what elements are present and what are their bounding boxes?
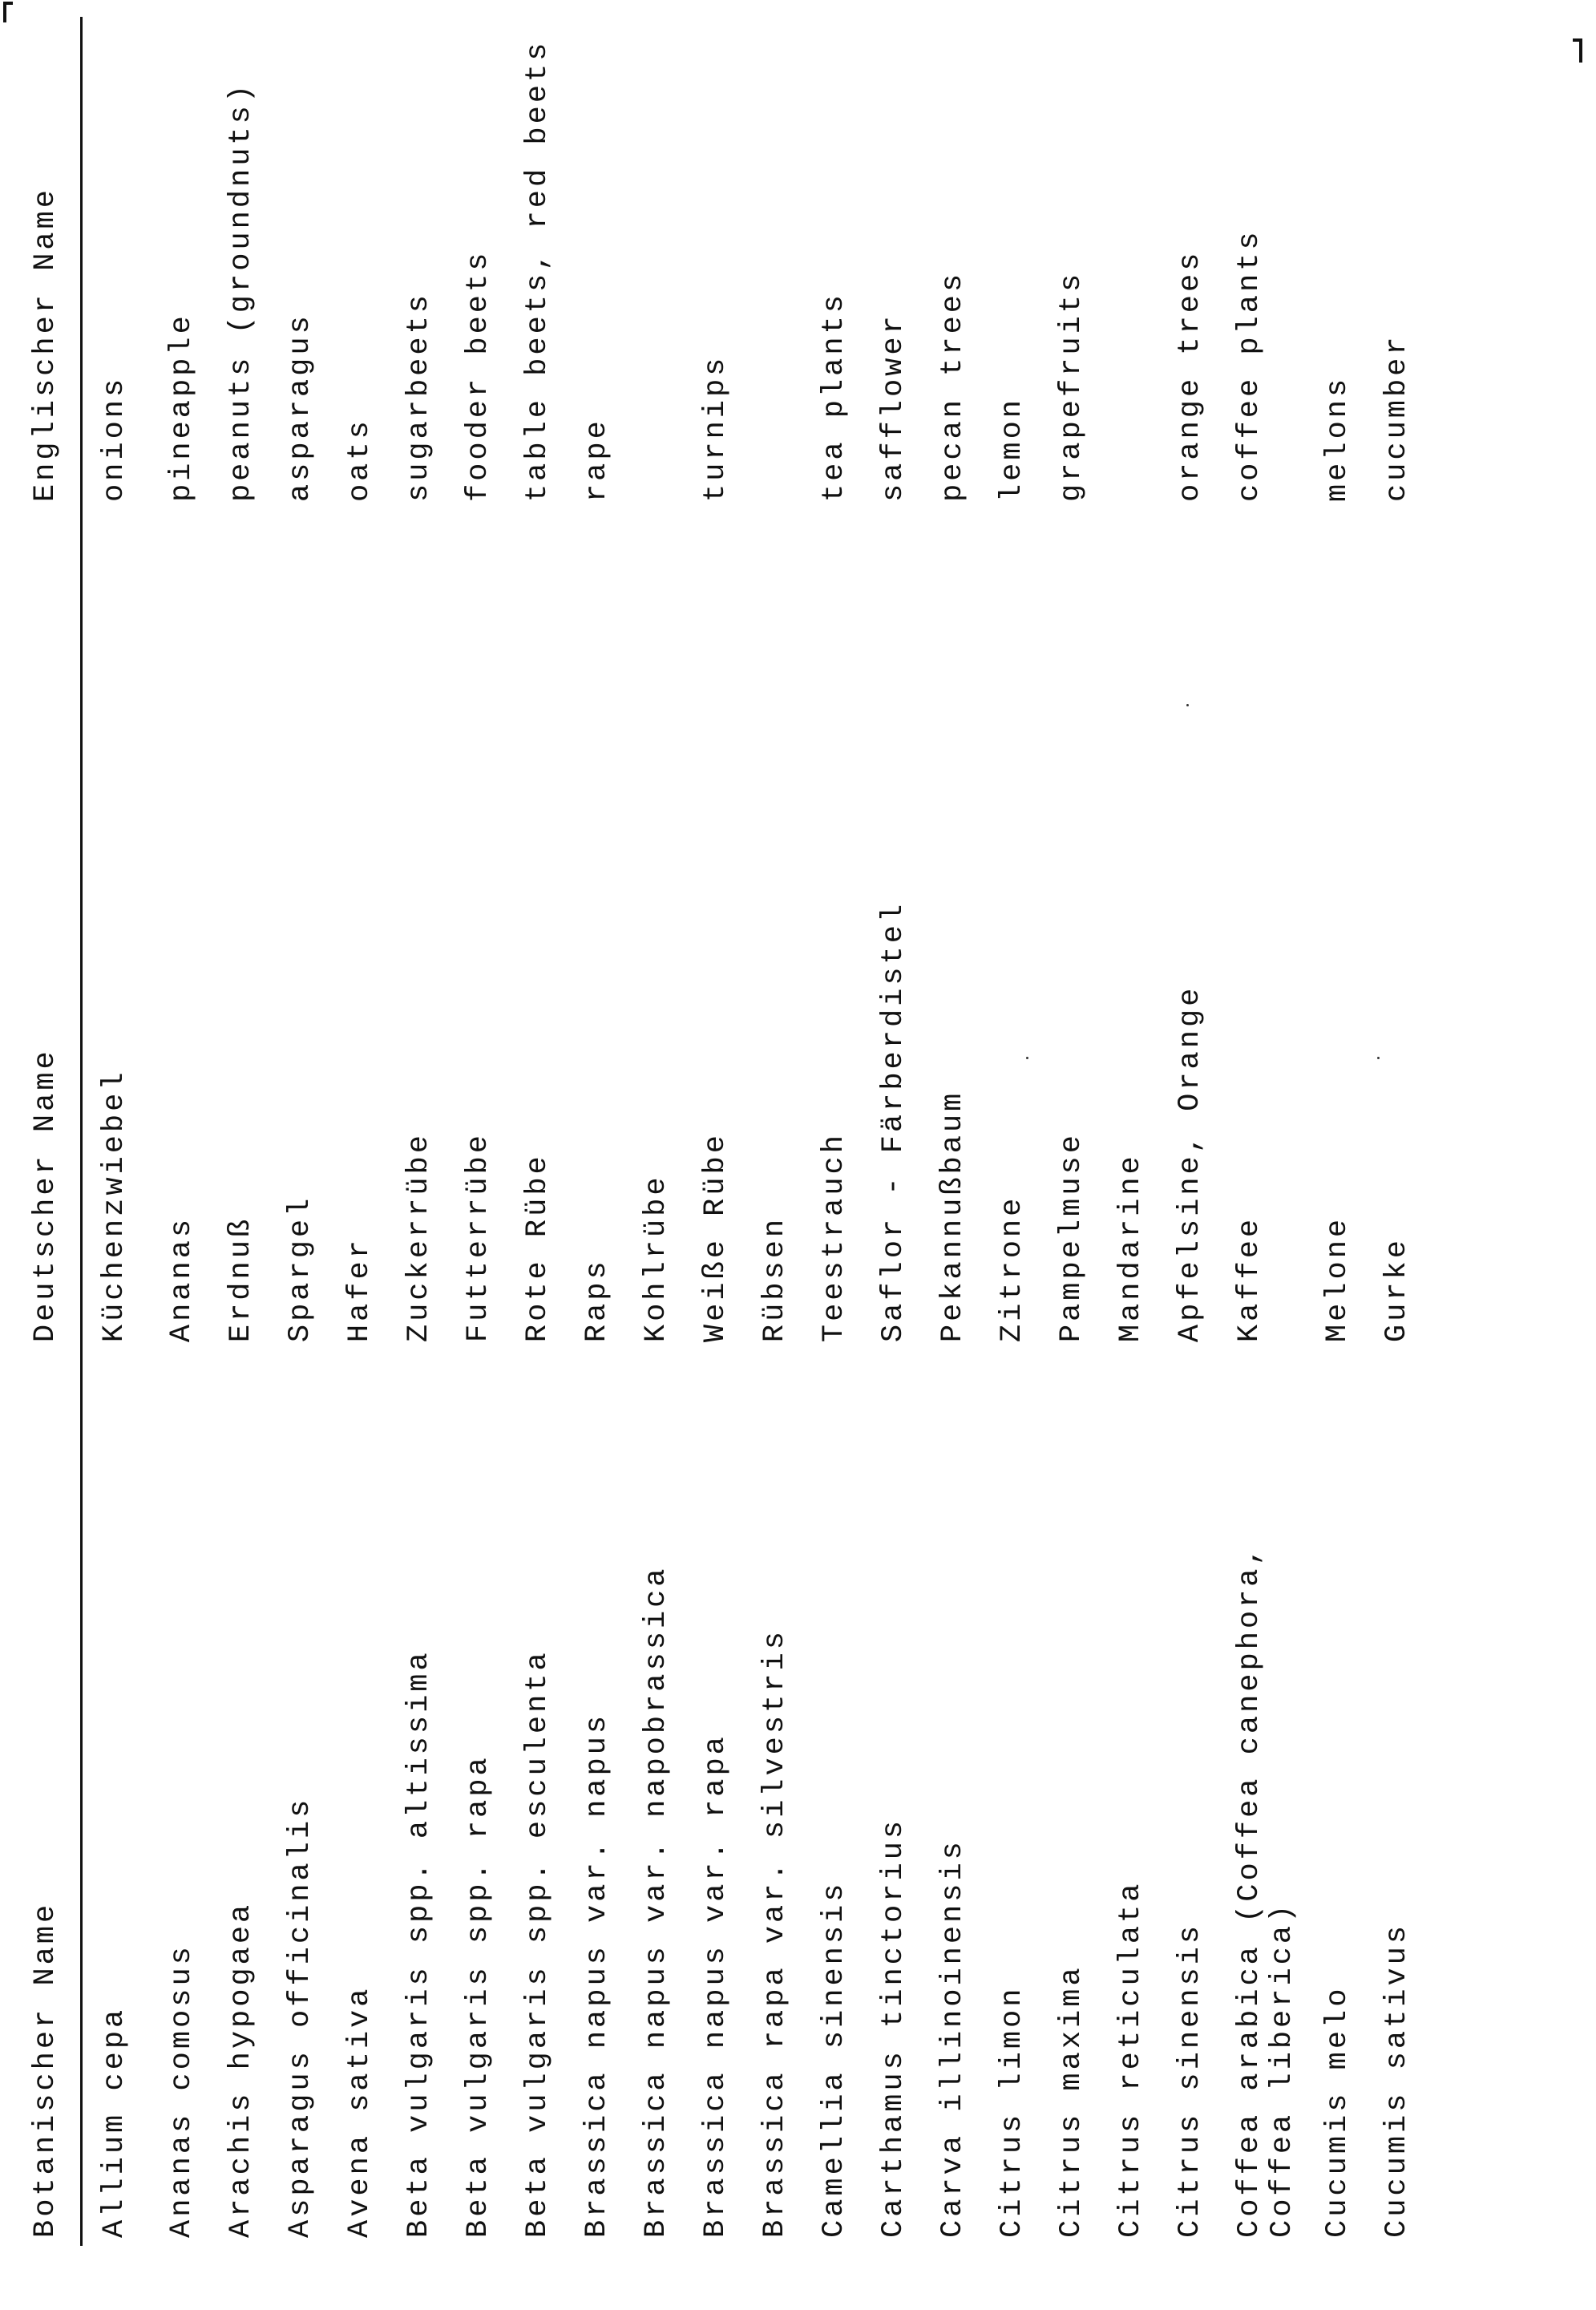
cell-german-name: Rübsen — [758, 1216, 792, 1343]
botanical-name-text: Avena sativa — [343, 1985, 377, 2238]
cell-english-name: lemon — [996, 397, 1029, 503]
cell-english-name: onions — [98, 375, 131, 503]
cell-botanical-name — [453, 1350, 512, 2246]
table-row — [690, 17, 750, 2246]
table-row — [82, 17, 157, 2246]
botanical-name-text: Coffea arabica (Coffea canephora, — [1233, 1544, 1267, 2238]
table-row — [868, 17, 927, 2246]
cell-botanical-name — [750, 1350, 809, 2246]
cell-german-name: Erdnuß — [224, 1216, 258, 1343]
botanical-name-text: Brassica napus var. napus — [580, 1712, 614, 2238]
cell-english-name: asparagus — [284, 313, 317, 503]
botanical-name-text: Brassica napus var. napobrassica — [640, 1565, 673, 2238]
table-row — [453, 17, 512, 2246]
botanical-name-text: Ananas comosus — [165, 1944, 199, 2238]
cell-botanical-name — [156, 1350, 216, 2246]
cell-botanical-name — [275, 1350, 334, 2246]
cell-botanical-name — [1312, 1350, 1372, 2246]
cell-german-name: Küchenzwiebel — [98, 1069, 131, 1343]
table-row — [631, 17, 690, 2246]
cell-german-name: Melone — [1321, 1216, 1355, 1343]
botanical-name-text: Carva illinoinensis — [936, 1839, 970, 2238]
botanical-name-text: Cucumis melo — [1321, 1985, 1355, 2238]
cell-botanical-name — [809, 1350, 868, 2246]
cell-english-name: fooder beets — [462, 249, 495, 503]
cell-german-name: Spargel — [284, 1195, 317, 1343]
table-row — [216, 17, 275, 2246]
cell-german-name: Futterrübe — [462, 1132, 495, 1343]
cell-botanical-name — [1372, 1350, 1431, 2246]
table-row — [394, 17, 453, 2246]
botanical-name-text: Citrus limon — [996, 1985, 1029, 2238]
table-row — [750, 17, 809, 2246]
column-header-english: Englischer Name — [11, 17, 82, 510]
scan-speck — [1377, 1057, 1380, 1059]
botanical-name-text: Cucumis sativus — [1380, 1922, 1414, 2238]
cell-german-name: Teestrauch — [818, 1132, 851, 1343]
table-row — [1312, 17, 1372, 2246]
botanical-name-text: Beta vulgaris spp. esculenta — [521, 1649, 555, 2238]
table-row — [275, 17, 334, 2246]
cell-english-name: grapefruits — [1055, 270, 1089, 503]
table-row — [809, 17, 868, 2246]
botanical-name-text: Citrus sinensis — [1174, 1922, 1207, 2238]
table-row — [156, 17, 216, 2246]
cell-botanical-name — [1046, 1350, 1105, 2246]
table-row — [1224, 17, 1312, 2246]
cell-english-name: peanuts (groundnuts) — [224, 81, 258, 503]
cell-botanical-name — [216, 1350, 275, 2246]
cell-botanical-name — [394, 1350, 453, 2246]
botanical-name-text: Arachis hypogaea — [224, 1901, 258, 2238]
cell-english-name: table beets, red beets — [521, 39, 555, 503]
table-header-row — [11, 17, 82, 2246]
cell-german-name: Weiße Rübe — [699, 1132, 733, 1343]
cell-german-name: Ananas — [165, 1216, 199, 1343]
cell-botanical-name — [334, 1350, 394, 2246]
cell-english-name: turnips — [699, 354, 733, 503]
cell-german-name: Zuckerrübe — [402, 1132, 436, 1343]
table-row — [1165, 17, 1224, 2246]
table-row — [334, 17, 394, 2246]
cell-botanical-name — [572, 1350, 631, 2246]
cell-english-name: orange trees — [1174, 249, 1207, 503]
cell-english-name: pineapple — [165, 313, 199, 503]
cell-botanical-name — [82, 1350, 157, 2246]
cell-botanical-name — [927, 1350, 987, 2246]
cell-german-name: Rote Rübe — [521, 1153, 555, 1343]
cell-english-name: cucumber — [1380, 334, 1414, 503]
botanical-name-text: Asparagus officinalis — [284, 1796, 317, 2238]
botanical-name-text: Camellia sinensis — [818, 1880, 851, 2238]
table-row — [512, 17, 572, 2246]
cell-botanical-name — [1165, 1350, 1224, 2246]
cell-german-name: Hafer — [343, 1237, 377, 1343]
cell-german-name: Saflor - Färberdistel — [877, 900, 911, 1343]
cell-english-name: melons — [1321, 375, 1355, 503]
cell-german-name: Pampelmuse — [1055, 1132, 1089, 1343]
botanical-name-continuation: Coffea liberica) — [1266, 1901, 1299, 2238]
table-row — [987, 17, 1046, 2246]
cell-english-name: safflower — [877, 313, 911, 503]
cell-german-name: Mandarine — [1114, 1153, 1148, 1343]
cell-german-name: Gurke — [1380, 1237, 1414, 1343]
cell-botanical-name — [1224, 1350, 1312, 2246]
table-row — [572, 17, 631, 2246]
scan-speck — [1186, 704, 1189, 706]
botanical-name-text: Carthamus tinctorius — [877, 1817, 911, 2238]
botanical-name-text: Brassica rapa var. silvestris — [758, 1628, 792, 2238]
botanical-name-text: Beta vulgaris spp. rapa — [462, 1754, 495, 2238]
cell-german-name: Zitrone — [996, 1195, 1029, 1343]
cell-english-name: oats — [343, 418, 377, 503]
cell-english-name — [1105, 17, 1165, 510]
column-header-botanical: Botanischer Name — [11, 1350, 82, 2246]
botanical-name-text: Beta vulgaris spp. altissima — [402, 1649, 436, 2238]
cell-botanical-name — [690, 1350, 750, 2246]
cell-english-name: tea plants — [818, 292, 851, 503]
cell-botanical-name — [512, 1350, 572, 2246]
table-row — [927, 17, 987, 2246]
cell-german-name: Kaffee — [1233, 1216, 1267, 1343]
cell-botanical-name — [631, 1350, 690, 2246]
cell-botanical-name — [868, 1350, 927, 2246]
cell-german-name: Apfelsine, Orange — [1174, 985, 1207, 1343]
cell-english-name: pecan trees — [936, 270, 970, 503]
cell-german-name: Raps — [580, 1258, 614, 1343]
cell-english-name — [631, 17, 690, 510]
cell-english-name: sugarbeets — [402, 292, 436, 503]
cell-german-name: Pekannußbaum — [936, 1090, 970, 1343]
cell-botanical-name — [1105, 1350, 1165, 2246]
table-body — [82, 17, 1432, 2246]
scan-speck — [1026, 1057, 1028, 1059]
botanical-name-text: Citrus reticulata — [1114, 1880, 1148, 2238]
column-header-german: Deutscher Name — [11, 510, 82, 1350]
table-row — [1105, 17, 1165, 2246]
botanical-name-text: Brassica napus var. rapa — [699, 1734, 733, 2238]
botanical-name-text: Citrus maxima — [1055, 1964, 1089, 2238]
cell-english-name — [750, 17, 809, 510]
plant-names-table — [11, 17, 1431, 2246]
table-row — [1046, 17, 1105, 2246]
table-row — [1372, 17, 1431, 2246]
botanical-name-text: Allium cepa — [98, 2006, 131, 2238]
cell-english-name: coffee plants — [1233, 229, 1267, 503]
cell-english-name: rape — [580, 418, 614, 503]
cell-botanical-name — [987, 1350, 1046, 2246]
cell-german-name: Kohlrübe — [640, 1174, 673, 1343]
